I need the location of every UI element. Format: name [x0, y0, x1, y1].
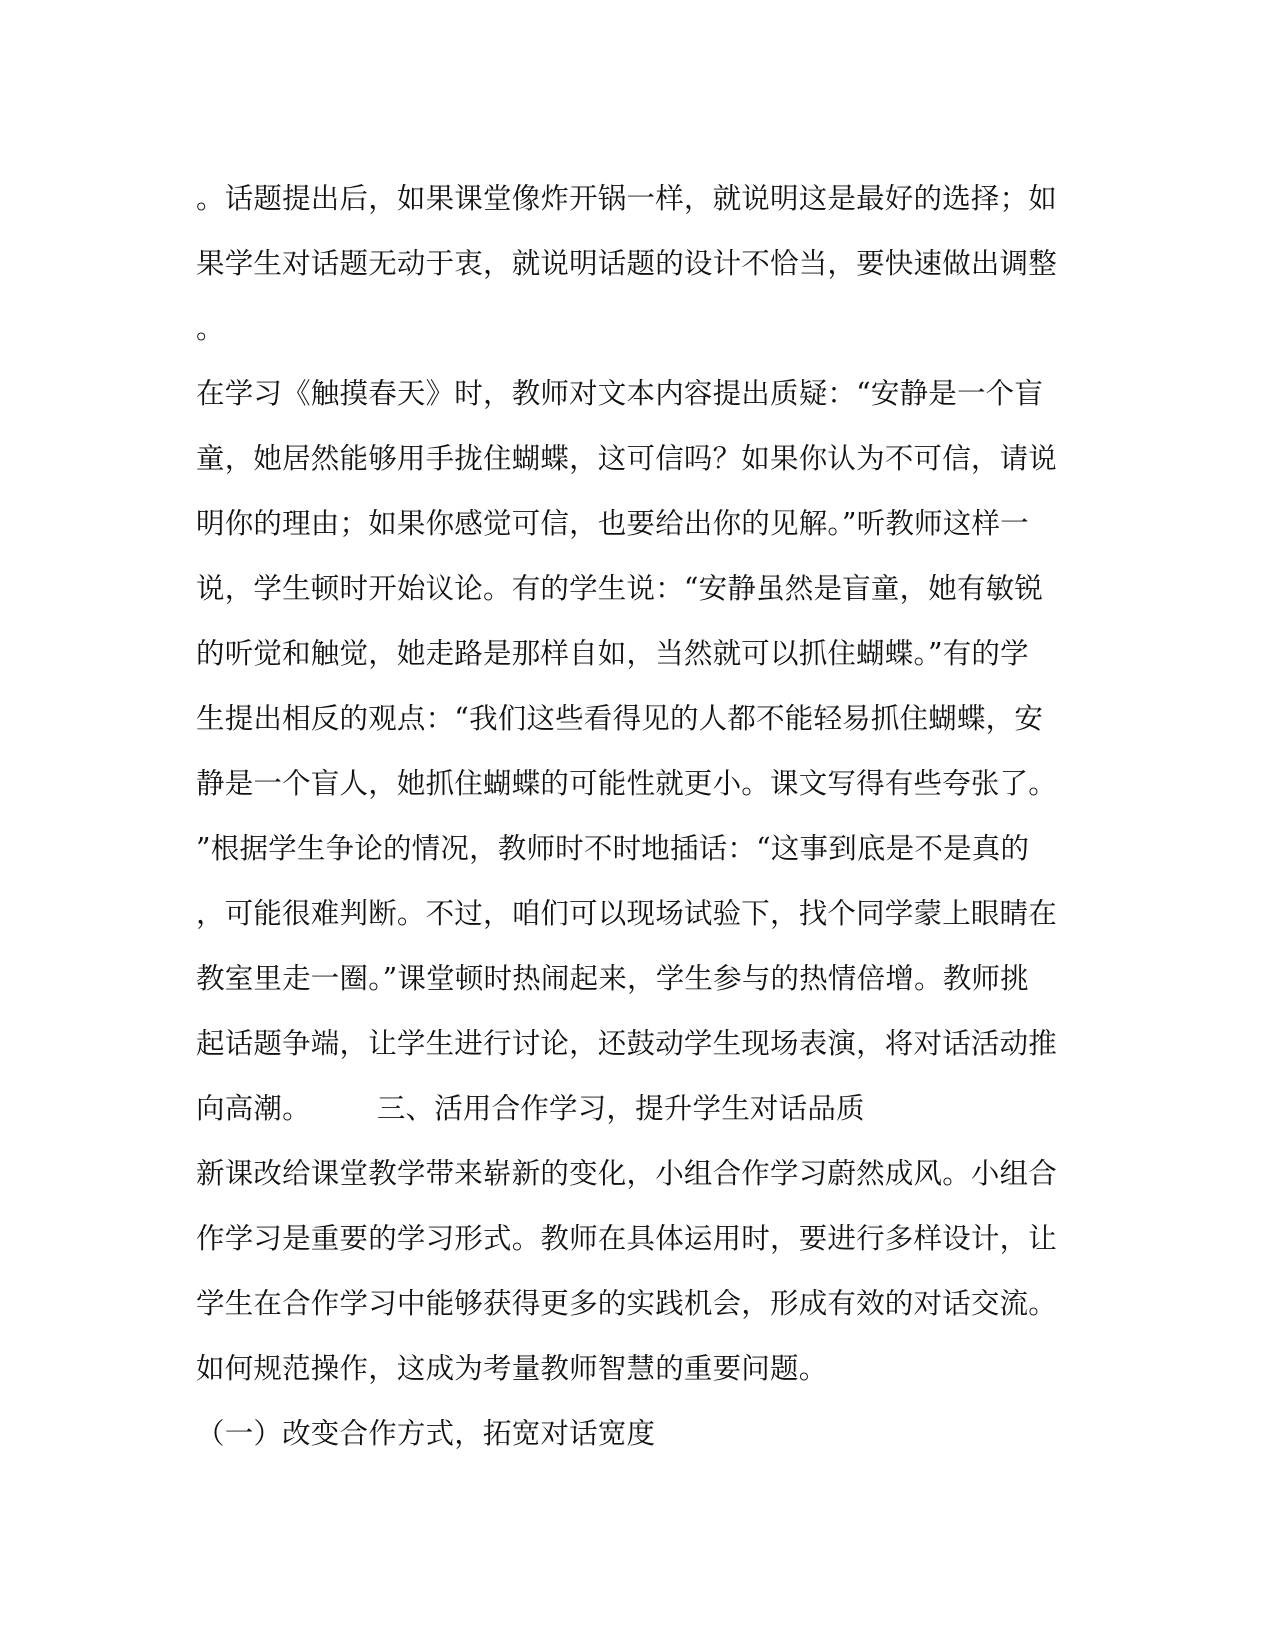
- text-line: 果学生对话题无动于衷，就说明话题的设计不恰当，要快速做出调整: [196, 247, 1058, 280]
- text-line: 。: [196, 312, 225, 345]
- section-heading: 三、活用合作学习，提升学生对话品质: [376, 1092, 865, 1125]
- body-text: [196, 166, 1076, 1466]
- text-line: 静是一个盲人，她抓住蝴蝶的可能性就更小。课文写得有些夸张了。: [196, 767, 1058, 800]
- text-line: 学生在合作学习中能够获得更多的实践机会，形成有效的对话交流。: [196, 1287, 1058, 1320]
- text-line: 明你的理由；如果你感觉可信，也要给出你的见解。”听教师这样一: [196, 507, 1029, 540]
- text-line: 教室里走一圈。”课堂顿时热闹起来，学生参与的热情倍增。教师挑: [196, 962, 1029, 995]
- text-line: 说，学生顿时开始议论。有的学生说：“安静虽然是盲童，她有敏锐: [196, 572, 1044, 605]
- text-fragment: 向高潮。: [196, 1092, 311, 1125]
- text-line: ”根据学生争论的情况，教师时不时地插话：“这事到底是不是真的: [196, 832, 1030, 865]
- text-line: 新课改给课堂教学带来崭新的变化，小组合作学习蔚然成风。小组合: [196, 1157, 1058, 1190]
- text-line: 如何规范操作，这成为考量教师智慧的重要问题。: [196, 1352, 828, 1385]
- subsection-heading: （一）改变合作方式，拓宽对话宽度: [196, 1417, 656, 1450]
- text-line-with-heading: [196, 1076, 1076, 1141]
- text-line: ，可能很难判断。不过，咱们可以现场试验下，找个同学蒙上眼睛在: [196, 897, 1058, 930]
- text-line: 作学习是重要的学习形式。教师在具体运用时，要进行多样设计，让: [196, 1222, 1058, 1255]
- text-line: 的听觉和触觉，她走路是那样自如，当然就可以抓住蝴蝶。”有的学: [196, 637, 1029, 670]
- text-line: 生提出相反的观点：“我们这些看得见的人都不能轻易抓住蝴蝶，安: [196, 702, 1044, 735]
- text-line: 。话题提出后，如果课堂像炸开锅一样，就说明这是最好的选择；如: [196, 182, 1058, 215]
- text-line: 起话题争端，让学生进行讨论，还鼓动学生现场表演，将对话活动推: [196, 1027, 1058, 1060]
- text-line: 童，她居然能够用手拢住蝴蝶，这可信吗？如果你认为不可信，请说: [196, 442, 1058, 475]
- text-line: 在学习《触摸春天》时，教师对文本内容提出质疑：“安静是一个盲: [196, 377, 1044, 410]
